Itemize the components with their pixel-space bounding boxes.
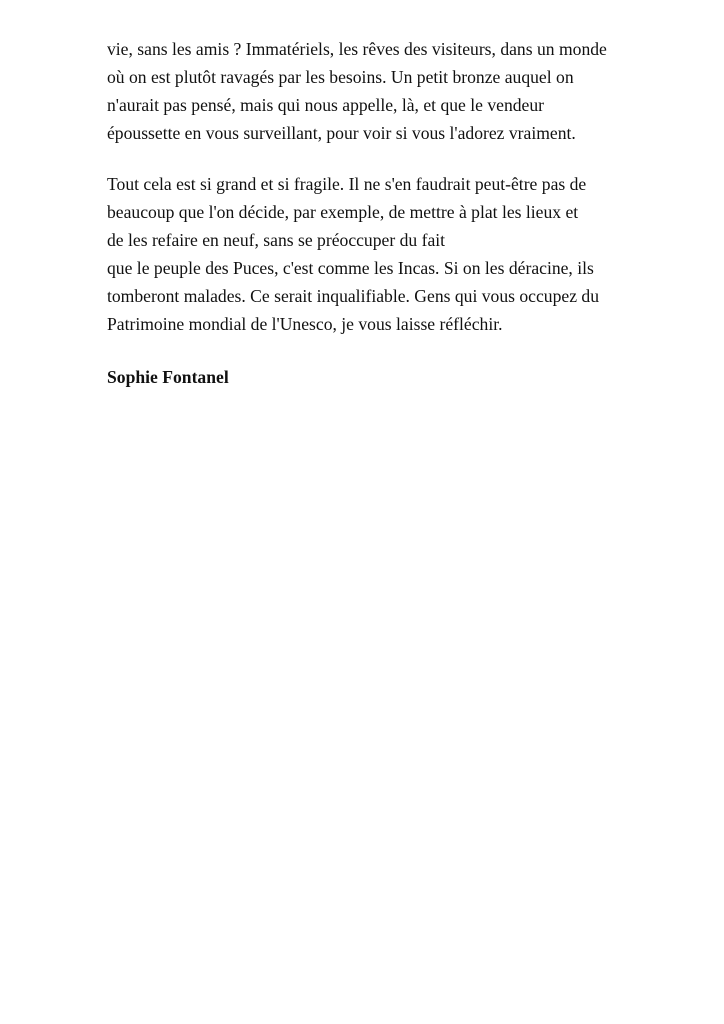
text-line: où on est plutôt ravagés par les besoins. Un petit bronze auquel on [107,67,574,87]
body-paragraph [107,170,697,338]
text-line: beaucoup que l'on décide, par exemple, de mettre à plat les lieux et [107,202,579,222]
body-paragraph [107,35,697,147]
text-line: Tout cela est si grand et si fragile. Il ne s'en faudrait peut-être pas de [107,174,587,194]
text-line: époussette en vous surveillant, pour voir si vous l'adorez vraiment. [107,123,576,143]
author-signature: Sophie Fontanel [107,367,229,387]
text-line: Patrimoine mondial de l'Unesco, je vous laisse réfléchir. [107,314,503,334]
text-line: de les refaire en neuf, sans se préoccuper du fait [107,230,446,250]
text-line: vie, sans les amis ? Immatériels, les rêves des visiteurs, dans un monde [107,39,607,59]
text-line: n'aurait pas pensé, mais qui nous appelle, là, et que le vendeur [107,95,545,115]
text-line: tomberont malades. Ce serait inqualifiable. Gens qui vous occupez du [107,286,599,306]
text-line: que le peuple des Puces, c'est comme les Incas. Si on les déracine, ils [107,258,594,278]
